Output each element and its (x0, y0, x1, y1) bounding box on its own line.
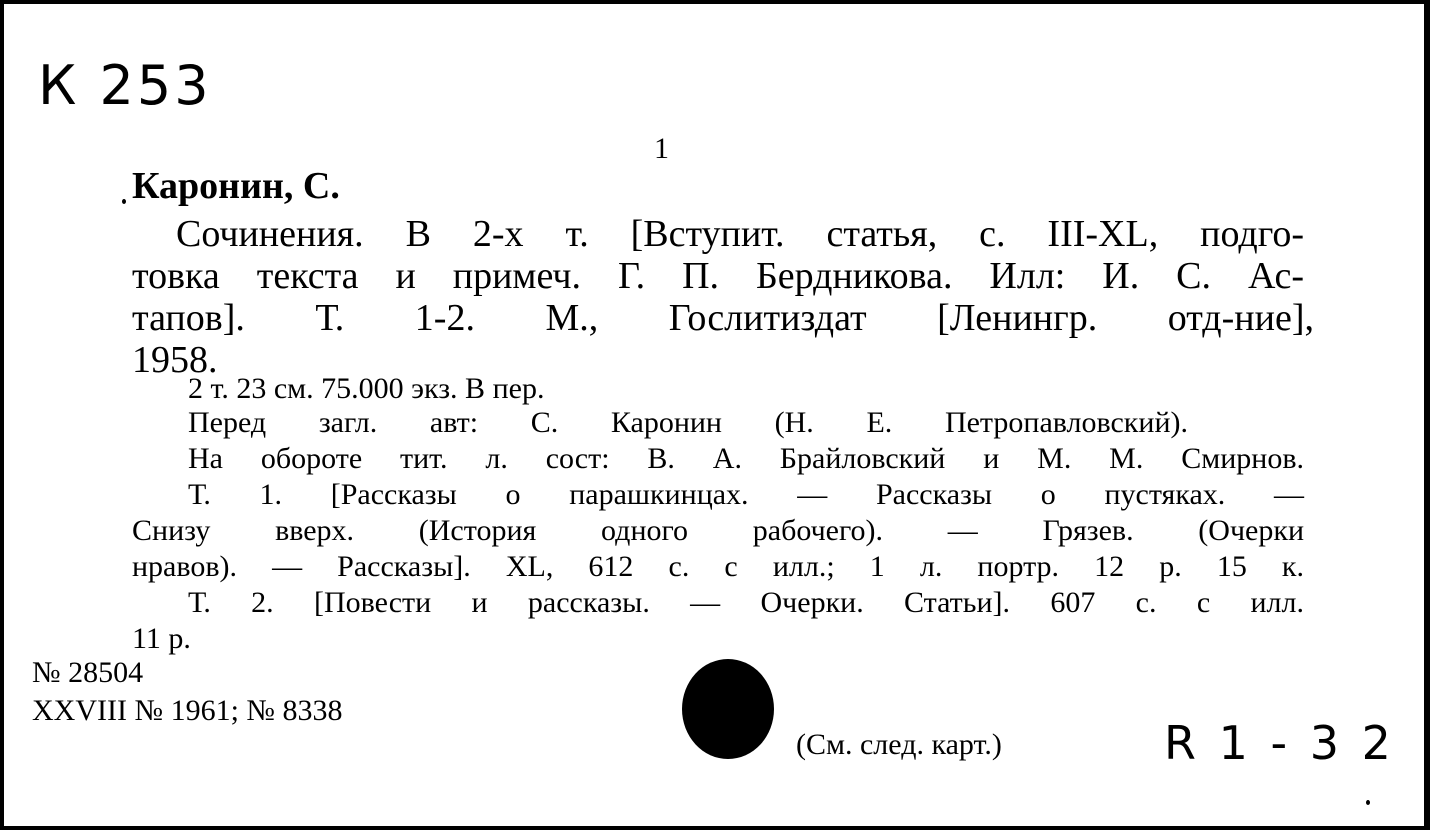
card-number: 1 (654, 132, 669, 165)
registry-numbers: XXVIII № 1961; № 8338 (32, 694, 343, 727)
handwritten-shelf-code: R 1 - 3 2 (1164, 716, 1395, 770)
ink-speck (1366, 800, 1370, 805)
title-line-3: тапов]. Т. 1-2. М., Гослитиздат [Ленингр. отд-ние], (132, 297, 1314, 339)
contents-vol2-line-1: Т. 2. [Повести и рассказы. — Очерки. Статьи]. 607 с. с илл. (188, 586, 1304, 619)
publication-year: 1958. (132, 339, 218, 381)
contents-vol1-line-3: нравов). — Рассказы]. XL, 612 с. с илл.; 1 л. портр. 12 р. 15 к. (132, 550, 1304, 583)
contents-vol1-line-2: Снизу вверх. (История одного рабочего). — Грязев. (Очерки (132, 514, 1304, 547)
title-line-1: Сочинения. В 2-х т. [Вступит. статья, с. III-XL, подго- (176, 213, 1304, 255)
contents-vol2-price: 11 р. (132, 622, 191, 655)
ink-speck (122, 199, 126, 204)
catalog-card (4, 4, 1424, 826)
record-number: № 28504 (32, 656, 144, 689)
title-line-2: товка текста и примеч. Г. П. Бердникова. Илл: И. С. Ас- (132, 255, 1304, 297)
physical-description: 2 т. 23 см. 75.000 экз. В пер. (188, 372, 545, 405)
author-heading: Каронин, С. (132, 165, 340, 207)
handwritten-call-number: К 253 (38, 54, 212, 117)
note-compilers: На обороте тит. л. сост: В. А. Брайловский и М. М. Смирнов. (188, 442, 1304, 475)
punch-hole (682, 659, 774, 759)
continued-note: (См. след. карт.) (796, 728, 1002, 761)
contents-vol1-line-1: Т. 1. [Рассказы о парашкинцах. — Рассказы о пустяках. — (188, 478, 1304, 511)
note-author-name: Перед загл. авт: С. Каронин (Н. Е. Петропавловский). (188, 406, 1188, 439)
